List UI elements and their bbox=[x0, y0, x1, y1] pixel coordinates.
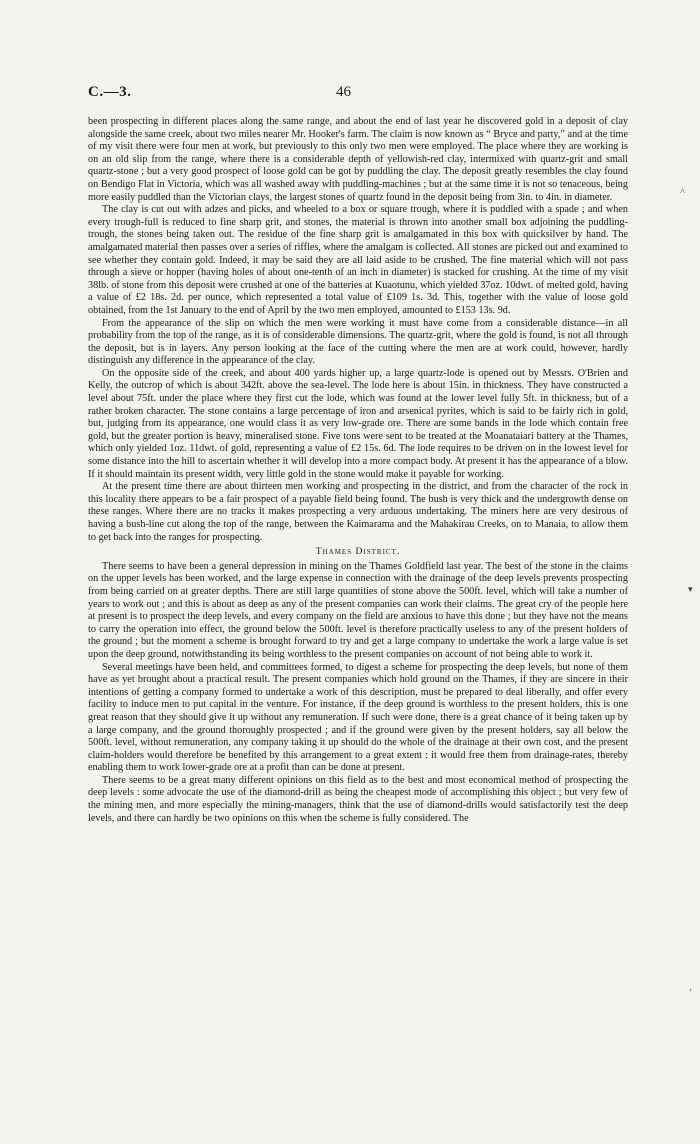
page-header bbox=[88, 84, 628, 106]
page-body bbox=[88, 116, 628, 1126]
margin-mark: ▾ bbox=[688, 584, 693, 594]
paragraph: On the opposite side of the creek, and about 400 yards higher up, a large quartz-lode is opened out by Messrs. O'Brien and Kelly, the outcrop of which is about 342ft. above the sea-level. The lode here is about 15in. in thickness. They have constructed a level about 75ft. under the place where they first cut the lode, which was found at the lower level fully 5ft. in thickness, but of a rather broken character. The stone contains a large percentage of iron and arsenical pyrites, which is said to be fairly rich in gold, but, judging from its appearance, one would class it as very low-grade ore. There are some bands in the lode which contain free gold, but the greater portion is heavy, mineralised stone. Five tons were sent to be treated at the Moanataiari battery at the Thames, which only yielded 1oz. 11dwt. of gold, representing a value of £2 15s. 6d. The lode requires to be driven on in the lowest level for some distance into the hill to ascertain whether it will develop into a more compact body. At present it has the appearance of a blow. If it should maintain its present width, very little gold in the stone would make it payable for working. bbox=[88, 367, 628, 480]
margin-mark: ʳ bbox=[690, 986, 692, 996]
margin-mark: ˄ bbox=[680, 186, 686, 196]
paragraph: The clay is cut out with adzes and picks, and wheeled to a box or square trough, where it is puddled with a spade ; and when every trough-full is reduced to fine sharp grit, and stones, the material is thrown into another small box adjoining the puddling-trough, the stones being taken out. The residue of the fine sharp grit is amalgamated in this box with quicksilver by hand. The amalgamated material then passes over a series of riffles, where the amalgam is collected. All stones are picked out and examined to see whether they contain gold. Indeed, it may be said they are all laid aside to be crushed. The fine material which will not pass through a sieve or hopper (having holes of about one-tenth of an inch in diameter) is stacked for crushing. At the time of my visit 38lb. of stone from this deposit were crushed at one of the batteries at Kuaotunu, which yielded 37oz. 10dwt. of melted gold, having a value of £2 18s. 2d. per ounce, which represented a total value of £109 1s. 3d. This, together with the value of loose gold obtained, from the 1st January to the end of April by the two men employed, amounted to £153 13s. 9d. bbox=[88, 204, 628, 316]
section-heading: Thames District. bbox=[315, 546, 401, 558]
document-reference: C.—3. bbox=[88, 84, 132, 100]
paragraph: Several meetings have been held, and committees formed, to digest a scheme for prospecting the deep levels, but none of them have as yet brought about a practical result. The present companies which hold ground on the Thames, if they are sincere in their intentions of getting a company formed to undertake a work of this description, must be prepared to deal liberally, and offer every facility to induce men to put capital in the venture. For instance, if the deep ground is worthless to the present holders, this is one great reason that they should give it up without any remuneration. If such were done, there is a great chance of it being taken up by a large company, and the ground thoroughly prospected ; and if the ground were given by the present holders, say all below the 500ft. level, without remuneration, any company taking it up should do the whole of the drainage at their own cost, and the present claim-holders would therefore be benefited by this arrangement to a great extent : it would free them from drainage-rates, thereby enabling them to work lower-grade ore at a profit than can be done at present. bbox=[88, 661, 628, 774]
paragraph: At the present time there are about thirteen men working and prospecting in the district, and from the character of the rock in this locality there appears to be a fair prospect of a payable field being found. The bush is very thick and the undergrowth dense on these ranges. Where there are no tracks it makes prospecting a very arduous undertaking. The miners here are very desirous of having a bush-line cut along the top of the range, between the Kaimarama and the Mahakirau Creeks, on to Manaia, to allow them to get back into the ranges for prospecting. bbox=[88, 481, 628, 543]
page-number: 46 bbox=[336, 84, 351, 100]
paragraph: There seems to be a great many different opinions on this field as to the best and most economical method of prospecting the deep levels : some advocate the use of the diamond-drill as being the cheapest mode of accomplishing this object ; but very few of the mining men, and more especially the mining-managers, think that the use of diamond-drills would satisfactorily test the deep levels, and there can hardly be two opinions on this when the scheme is fully considered. The bbox=[88, 774, 628, 824]
paragraph: been prospecting in different places along the same range, and about the end of last year he discovered gold in a deposit of clay alongside the same creek, about two miles nearer Mr. Hooker's farm. The claim is now known as “ Bryce and party,” and at the time of my visit there were four men at work, but previously to this only two men were employed. The place where they are working is on an old slip from the range, where there is a considerable depth of yellowish-red clay, intermixed with quartz-grit and small quartz-stone ; but a very good prospect of loose gold can be got by puddling the clay. The deposit greatly resembles the clay found on Bendigo Flat in Victoria, which was all washed away with puddling-machines ; but at the same time it is not so tenaceous, being more easily puddled than the Victorian clays, the largest stones of quartz found in the deposit being from 3in. to 4in. in diameter. bbox=[88, 116, 628, 203]
paragraph: From the appearance of the slip on which the men were working it must have come from a considerable distance—in all probability from the top of the range, as it is of considerable dimensions. The quartz-grit, where the gold is found, is not all through the deposit, but is in layers. Any person looking at the face of the cutting where the men are at work could, however, hardly distinguish any difference in the appearance of the clay. bbox=[88, 317, 628, 367]
paragraph: There seems to have been a general depression in mining on the Thames Goldfield last year. The best of the stone in the claims on the upper levels has been worked, and the large expense in connection with the drainage of the deep levels prevents prospecting from being carried on at greater depths. There are still large quantities of stone above the 500ft. level, which will take a number of years to work out ; and this is about as deep as any of the present companies can work their claims. The great cry of the people here at present is to prospect the deep levels, and every company on the field are anxious to have this done ; but they have not the means to carry the operation into effect, the ground below the 500ft. level is therefore practically useless to any of the present holders of the ground ; but the moment a scheme is brought forward to try and get a large company to undertake the work a large value is set upon the deep ground, notwithstanding its being worthless to the present companies on account of not being able to work it. bbox=[88, 560, 628, 660]
